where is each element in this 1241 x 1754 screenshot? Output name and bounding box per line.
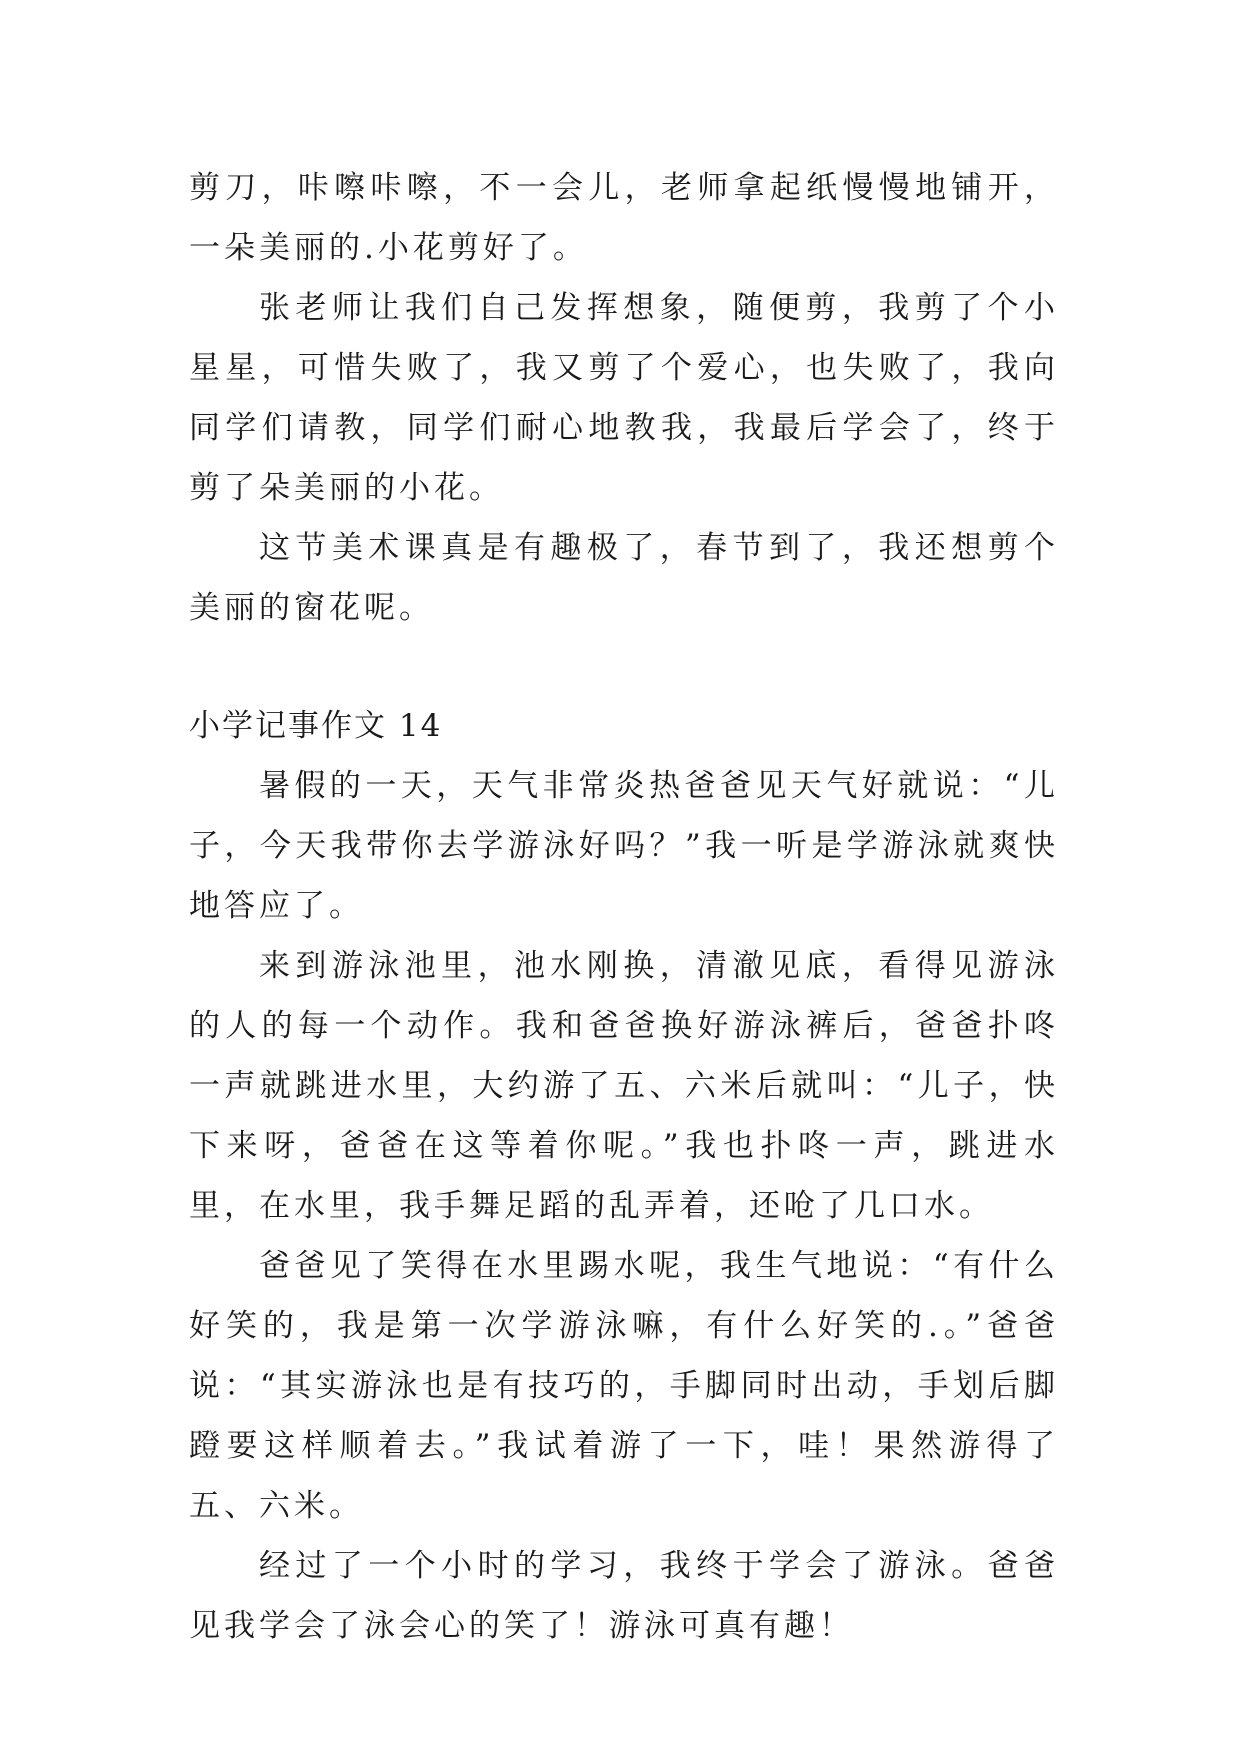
section-spacer (189, 638, 1059, 696)
paragraph: 爸爸见了笑得在水里踢水呢，我生气地说：“有什么好笑的，我是第一次学游泳嘛，有什么好笑的.。”爸爸说：“其实游泳也是有技巧的，手脚同时出动，手划后脚蹬要这样顺着去。”我试着游了一下，哇！果然游得了五、六米。 (189, 1248, 1059, 1524)
paragraph: 暑假的一天，天气非常炎热爸爸见天气好就说：“儿子，今天我带你去学游泳好吗？”我一听是学游泳就爽快地答应了。 (189, 768, 1059, 924)
paragraph: 张老师让我们自己发挥想象，随便剪，我剪了个小星星，可惜失败了，我又剪了个爱心，也失败了，我向同学们请教，同学们耐心地教我，我最后学会了，终于剪了朵美丽的小花。 (189, 290, 1059, 506)
section-title: 小学记事作文 14 (189, 708, 443, 744)
paragraph: 剪刀，咔嚓咔嚓，不一会儿，老师拿起纸慢慢地铺开，一朵美丽的.小花剪好了。 (189, 170, 1059, 266)
document-body (189, 158, 1059, 1656)
paragraph: 这节美术课真是有趣极了，春节到了，我还想剪个美丽的窗花呢。 (189, 530, 1059, 626)
paragraph: 来到游泳池里，池水刚换，清澈见底，看得见游泳的人的每一个动作。我和爸爸换好游泳裤后，爸爸扑咚一声就跳进水里，大约游了五、六米后就叫：“儿子，快下来呀，爸爸在这等着你呢。”我也扑咚一声，跳进水里，在水里，我手舞足蹈的乱弄着，还呛了几口水。 (189, 948, 1059, 1224)
paragraph: 经过了一个小时的学习，我终于学会了游泳。爸爸见我学会了泳会心的笑了！游泳可真有趣！ (189, 1548, 1059, 1644)
